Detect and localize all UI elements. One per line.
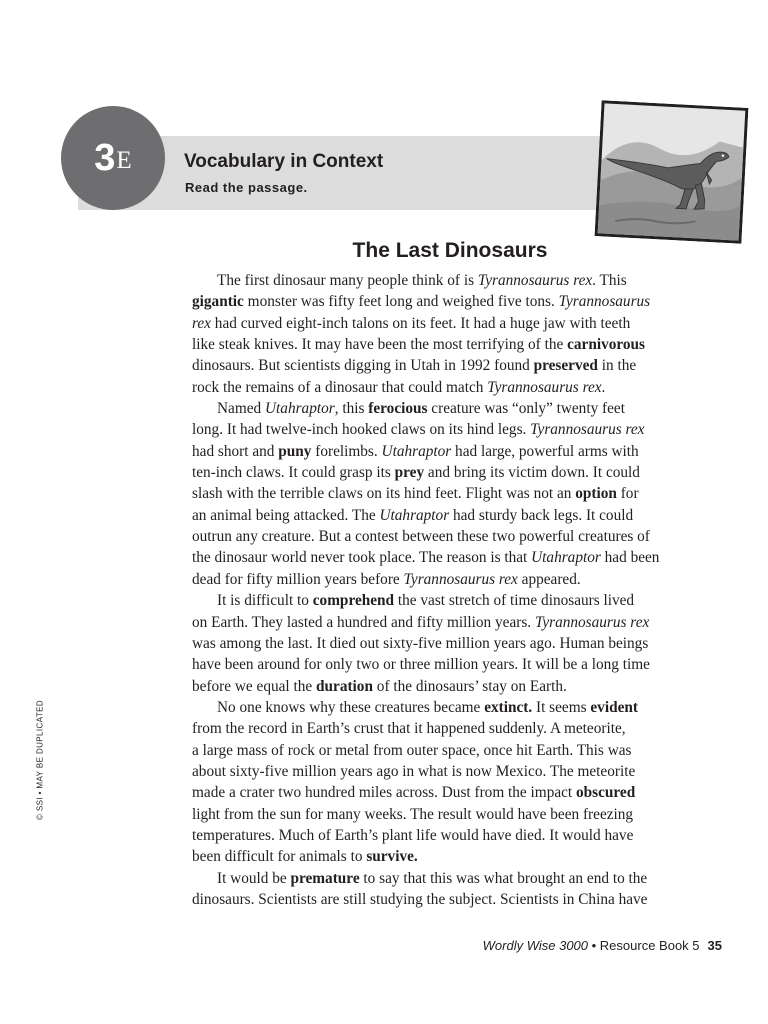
vocabulary-word: survive. [366, 848, 418, 866]
text-run: appeared. [517, 570, 581, 588]
vocabulary-word: extinct. [484, 698, 533, 716]
passage-line [192, 377, 712, 398]
passage-title: The Last Dinosaurs [352, 239, 548, 262]
text-run: forelimbs. [311, 442, 382, 460]
text-run: outrun any creature. But a contest between these two powerful creatures of [192, 528, 650, 546]
vocabulary-word: comprehend [312, 592, 395, 610]
text-run: dinosaurs. But scientists digging in Utah in 1992 found [192, 357, 534, 375]
text-run: had large, powerful arms with [451, 442, 639, 460]
passage-line [192, 846, 712, 867]
passage-line [192, 740, 712, 761]
series-title: Wordly Wise 3000 [482, 938, 589, 953]
text-run: about sixty-five million years ago in what is now Mexico. The meteorite [192, 762, 636, 780]
vocabulary-word: preserved [533, 357, 598, 375]
text-run: was among the last. It died out sixty-five million years ago. Human beings [192, 634, 649, 652]
passage-line [192, 569, 712, 590]
vocabulary-word: ferocious [368, 400, 428, 418]
italic-term: Tyrannosaurus [558, 293, 651, 311]
text-run: made a crater two hundred miles across. Dust from the impact [192, 784, 576, 802]
text-run: temperatures. Much of Earth’s plant life would have died. It would have [192, 826, 634, 844]
passage-line [192, 291, 712, 312]
text-run: slash with the terrible claws on its hind feet. Flight was not an [192, 485, 576, 503]
passage-line [192, 889, 712, 910]
text-run: , this [334, 400, 369, 418]
passage-line [192, 868, 712, 889]
text-run: have been around for only two or three million years. It will be a long time [192, 656, 650, 674]
vocabulary-word: obscured [576, 784, 636, 802]
vocabulary-word: option [575, 485, 617, 503]
text-run: rock the remains of a dinosaur that could match [192, 378, 488, 396]
passage-line [192, 825, 712, 846]
passage-line [192, 334, 712, 355]
passage-line [192, 804, 712, 825]
text-run: in the [597, 357, 637, 375]
footer-separator: • [588, 938, 600, 953]
passage-line [192, 590, 712, 611]
italic-term: rex [192, 314, 211, 332]
text-run: It seems [532, 698, 591, 716]
lesson-letter: E [116, 147, 132, 174]
vocabulary-word: carnivorous [567, 336, 645, 354]
book-title: Resource Book 5 [599, 938, 700, 953]
text-run: dead for fifty million years before [192, 570, 404, 588]
passage-line [192, 633, 712, 654]
italic-term: Utahraptor [531, 549, 601, 567]
italic-term: Utahraptor [379, 506, 450, 524]
passage-line [192, 462, 712, 483]
text-run: No one knows why these creatures became [217, 698, 485, 716]
passage-line [192, 270, 712, 291]
section-title: Vocabulary in Context [184, 151, 384, 172]
passage-line [192, 526, 712, 547]
text-run: long. It had twelve-inch hooked claws on its hind legs. [192, 421, 531, 439]
vocabulary-word: premature [290, 869, 360, 887]
passage-line [192, 547, 712, 568]
italic-term: Tyrannosaurus rex [403, 570, 518, 588]
passage-line [192, 483, 712, 504]
text-run: . This [592, 272, 627, 289]
text-run: Named [217, 400, 265, 418]
passage-line [192, 398, 712, 419]
text-run: an animal being attacked. The [192, 506, 380, 524]
text-run: the vast stretch of time dinosaurs lived [394, 592, 635, 610]
text-run: on Earth. They lasted a hundred and fifty million years. [192, 613, 535, 631]
text-run: had curved eight-inch talons on its feet. It had a huge jaw with teeth [210, 314, 631, 332]
passage-line [192, 505, 712, 526]
passage-line [192, 782, 712, 803]
italic-term: Tyrannosaurus rex [477, 272, 593, 289]
lesson-number: 3 [94, 136, 115, 179]
text-run: a large mass of rock or metal from outer space, once hit Earth. This was [192, 741, 632, 759]
passage-line [192, 676, 712, 697]
italic-term: Tyrannosaurus rex [487, 378, 602, 396]
text-run: for [616, 485, 639, 503]
text-run: and bring its victim down. It could [424, 464, 640, 482]
text-run: . [601, 378, 606, 396]
passage-line [192, 697, 712, 718]
vocabulary-word: evident [590, 698, 638, 716]
lesson-badge [61, 106, 165, 210]
vocabulary-word: puny [278, 442, 312, 460]
text-run: ten-inch claws. It could grasp its [192, 464, 395, 482]
text-run: from the record in Earth’s crust that it happened suddenly. A meteorite, [192, 720, 626, 738]
page-footer [483, 938, 722, 953]
passage-line [192, 313, 712, 334]
passage-line [192, 355, 712, 376]
passage-body [192, 270, 712, 910]
passage-line [192, 419, 712, 440]
text-run: light from the sun for many weeks. The result would have been freezing [192, 805, 634, 823]
italic-term: Tyrannosaurus rex [534, 613, 650, 631]
text-run: The first dinosaur many people think of is [217, 272, 478, 289]
passage-line [192, 654, 712, 675]
text-run: had sturdy back legs. It could [449, 506, 634, 524]
text-run: had short and [192, 442, 279, 460]
passage-line [192, 612, 712, 633]
text-run: before we equal the [192, 677, 317, 695]
text-run: like steak knives. It may have been the most terrifying of the [192, 336, 568, 354]
passage-line [192, 761, 712, 782]
text-run: of the dinosaurs’ stay on Earth. [372, 677, 567, 695]
page-number: 35 [707, 938, 722, 953]
passage-line [192, 441, 712, 462]
vocabulary-word: duration [316, 677, 373, 695]
text-run: dinosaurs. Scientists are still studying the subject. Scientists in China have [192, 890, 648, 908]
text-run: been difficult for animals to [192, 848, 367, 866]
text-run: the dinosaur world never took place. The reason is that [192, 549, 532, 567]
italic-term: Tyrannosaurus rex [530, 421, 645, 439]
text-run: had been [600, 549, 660, 567]
text-run: It is difficult to [217, 592, 313, 610]
text-run: monster was fifty feet long and weighed five tons. [243, 293, 559, 311]
vocabulary-word: gigantic [192, 293, 244, 311]
vocabulary-word: prey [394, 464, 425, 482]
copyright-notice: © SSI • MAY BE DUPLICATED [35, 699, 45, 821]
passage-line [192, 718, 712, 739]
text-run: to say that this was what brought an end to the [359, 869, 648, 887]
section-instruction: Read the passage. [185, 180, 308, 195]
dinosaur-illustration [595, 100, 749, 244]
text-run: It would be [217, 869, 291, 887]
italic-term: Utahraptor [381, 442, 452, 460]
text-run: creature was “only” twenty feet [427, 400, 625, 418]
italic-term: Utahraptor [265, 400, 335, 418]
